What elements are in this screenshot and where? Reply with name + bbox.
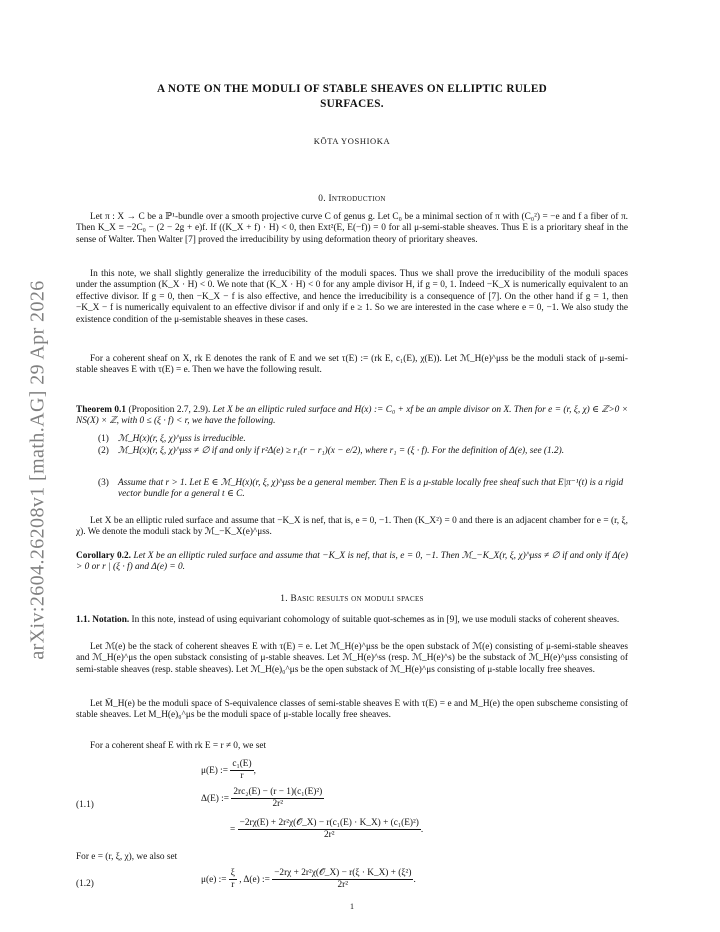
arxiv-stamp: arXiv:2604.26208v1 [math.AG] 29 Apr 2026 — [26, 280, 49, 660]
intro-para-1: Let π : X → C be a ℙ¹-bundle over a smooth projective curve C of genus g. Let C₀ be a minimal section of π with (C₀²) = −e and f a fiber of π. Then K_X ≡ −2C₀ − (2 − 2g + e)f. If ((K_X + f) · H) < 0, then Ext²(E, E(−f)) = 0 for all μ-semi-stable sheaves. Thus E is a prioritary sheaf in the sense of Walter. Then Walter [7] proved the irreducibility by using deformation theory of prioritary sheaves. — [76, 212, 628, 245]
para-e-set: For e = (r, ξ, χ), we also set — [76, 852, 178, 862]
equation-delta-E: Δ(E) := $\frac{\text{2rc₂(E) − (r − 1)(c₁(E)²)}}{\text{2r²}}$ — [201, 787, 323, 810]
notation-para-4: For a coherent sheaf E with rk E = r ≠ 0, we set — [90, 741, 267, 751]
corollary-label: Corollary 0.2. — [76, 551, 131, 561]
equation-mu-E: μ(E) := $\frac{\text{c₁(E)}}{r}$ , — [201, 759, 256, 782]
equation-mu-delta-e: μ(e) := $\frac{\xi}{r}$ , Δ(e) := $\frac{\text{−2rχ + 2r²χ(𝒪\_X) − r(ξ · K\_X) + (ξ²)}}{\text{2r²}}$ . — [201, 868, 416, 891]
page-number: 1 — [350, 902, 354, 911]
paper-title: A NOTE ON THE MODULI OF STABLE SHEAVES ON ELLIPTIC RULED SURFACES. — [156, 83, 547, 110]
corollary-body: Let X be an elliptic ruled surface and assume that −K_X is nef, that is, e = 0, −1. Then ℳ_−K_X(r, ξ, χ)^μss ≠ ∅ if and only if Δ(e) > 0 or r | (ξ · f) and Δ(e) = 0. — [76, 551, 628, 573]
equation-delta-E-2: = $\frac{\text{−2rχ(E) + 2r²χ(𝒪\_X) − r(c₁(E) · K\_X) + (c₁(E)²)}}{\text{2r²}}$ . — [230, 818, 424, 841]
section-1-heading: 1. Basic results on moduli spaces — [280, 594, 424, 604]
theorem-body: Let X be an elliptic ruled surface and H(x) := C₀ + xf be an ample divisor on X. Then for e = (r, ξ, χ) ∈ ℤ>0 × NS(X) × ℤ, with 0 ≤ (ξ · f) < r, we have the following. — [76, 405, 629, 427]
intro-para-3: For a coherent sheaf on X, rk E denotes the rank of E and we set τ(E) := (rk E, c₁(E), χ(E)). Let ℳ_H(e)^μss be the moduli stack of μ-semi-stable sheaves E with τ(E) = e. Then we have the following result. — [76, 354, 628, 376]
notation-para-2: Let ℳ(e) be the stack of coherent sheaves E with τ(E) = e. Let ℳ_H(e)^μss be the open substack of ℳ(e) consisting of μ-semi-stable sheaves and ℳ_H(e)^μs the open substack consisting of μ-stable sheaves. Let ℳ_H(e)^ss (resp. ℳ_H(e)^s) be the substack of ℳ_H(e)^μss consisting of semi-stable sheaves (resp. stable sheaves). Let ℳ_H(e)₀^μs be the open substack of ℳ_H(e)^μs consisting of μ-stable locally free sheaves. — [76, 642, 628, 675]
equation-label-1-2: (1.2) — [76, 879, 94, 889]
theorem-label: Theorem 0.1 — [76, 405, 127, 415]
theorem-item-3: (3) Assume that r > 1. Let E ∈ ℳ_H(x)(r, ξ, χ)^μss be a general member. Then E is a μ-stable locally free sheaf such that E|π⁻¹(t) is a rigid vector bundle for a general t ∈ C. — [98, 478, 624, 500]
intro-para-4: Let X be an elliptic ruled surface and assume that −K_X is nef, that is, e = 0, −1. Then (K_X²) = 0 and there is an adjacent chamber for e = (r, ξ, χ). We denote the moduli stack by ℳ_−K_X(e)^μss. — [76, 516, 628, 538]
theorem-ref: (Proposition 2.7, 2.9). — [128, 405, 211, 415]
intro-para-2: In this note, we shall slightly generalize the irreducibility of the moduli spaces. Thus we shall prove the irreducibility of the moduli spaces under the assumption (K_X · H) < 0. We note that (K_X · H) < 0 for any ample divisor H, if g = 0, 1. Indeed −K_X is numerically equivalent to an effective divisor. If g = 0, then −K_X − f is also effective, and hence the irreducibility is a consequence of [7]. On the other hand if g = 1, then −K_X − f is numerically equivalent to an effective divisor if and only if e ≥ 1. So we are interested in the case where e = 0, −1. We also study the existence condition of the μ-semistable sheaves in these cases. — [76, 269, 628, 325]
author: KŌTA YOSHIOKA — [313, 136, 391, 146]
theorem-item-1: (1) ℳ_H(x)(r, ξ, χ)^μss is irreducible. — [98, 434, 246, 444]
notation-label: 1.1. Notation. — [76, 615, 130, 625]
theorem-0-1 — [76, 405, 628, 428]
theorem-item-2: (2) ℳ_H(x)(r, ξ, χ)^μss ≠ ∅ if and only if r²Δ(e) ≥ r₁(r − r₁)(x − e/2), where r₁ = (ξ · f). For the definition of Δ(e), see (1.2). — [98, 446, 565, 456]
corollary-0-2 — [76, 551, 628, 574]
equation-label-1-1: (1.1) — [76, 800, 94, 810]
notation-para-3: Let M̄_H(e) be the moduli space of S-equivalence classes of semi-stable sheaves E with τ(E) = e and M_H(e) the open subscheme consisting of stable sheaves. Let M_H(e)₀^μs be the moduli space of μ-stable locally free sheaves. — [76, 699, 628, 721]
notation-para: 1.1. Notation. In this note, instead of using equivariant cohomology of suitable quot-schemes as in [9], we use moduli stacks of coherent sheaves. — [76, 615, 620, 625]
section-0-heading: 0. Introduction — [318, 194, 386, 204]
